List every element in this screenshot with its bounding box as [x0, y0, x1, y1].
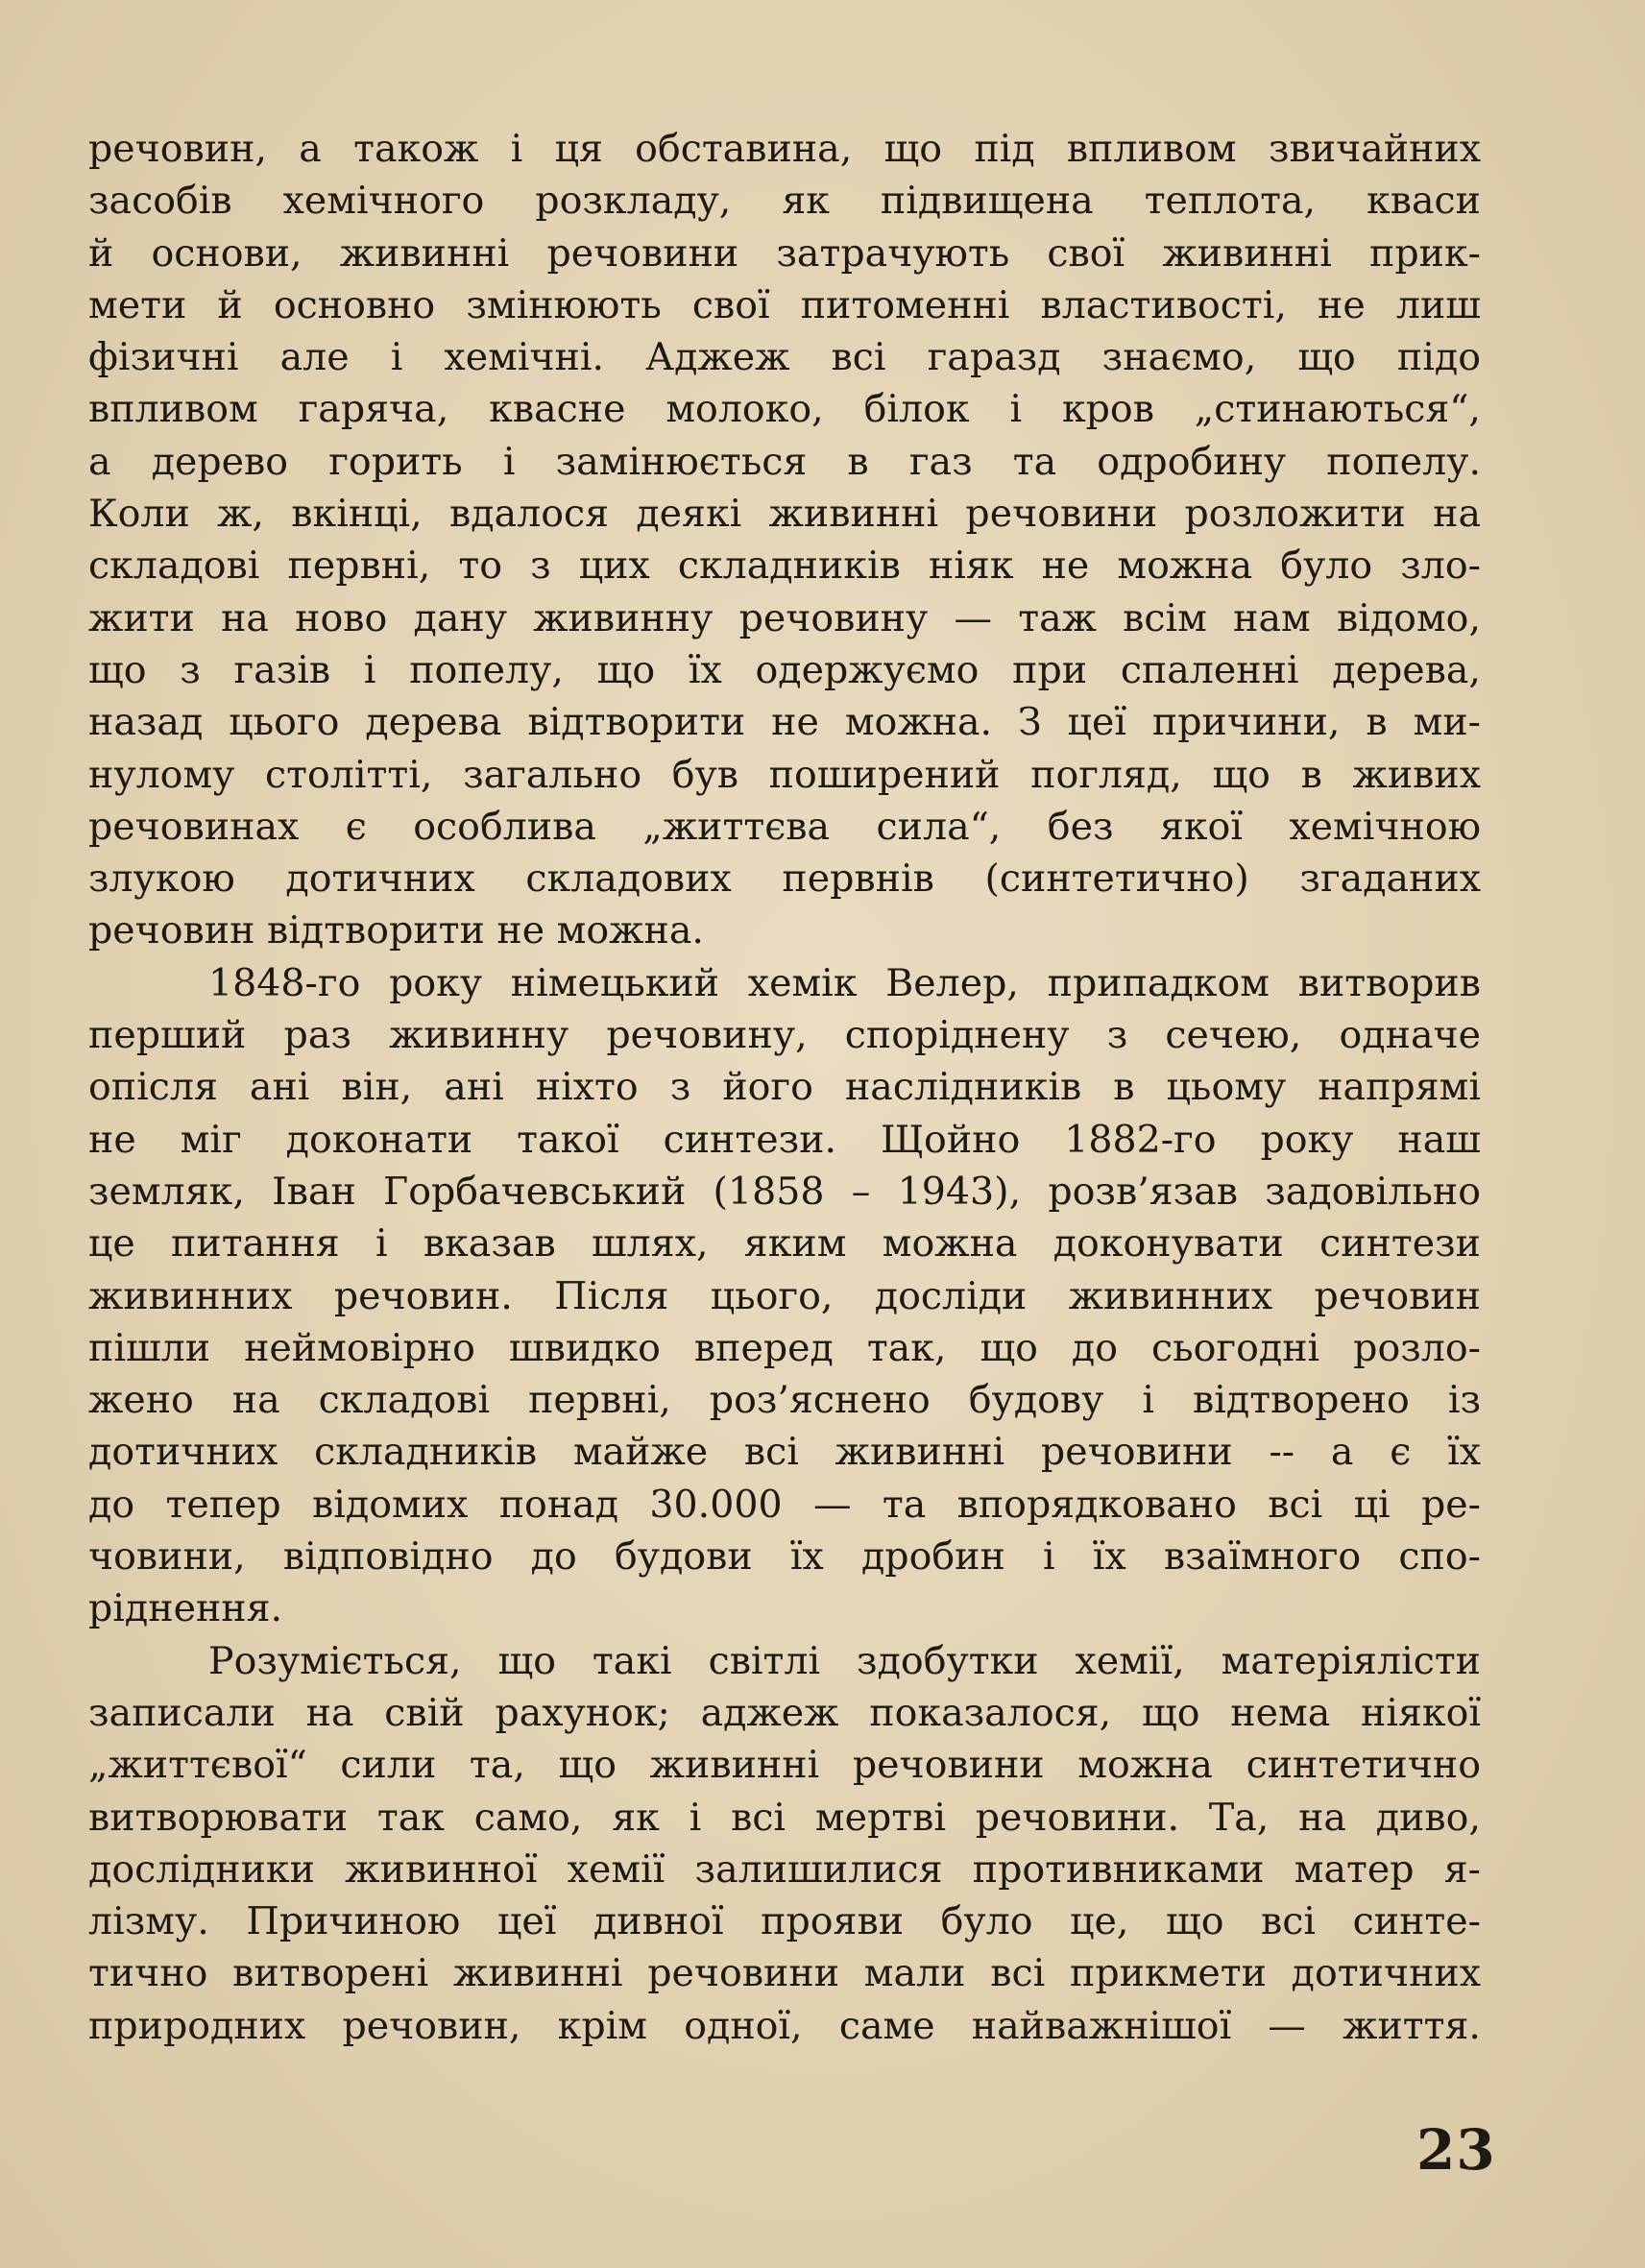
text-line: Розуміється, що такі світлі здобутки хемії, матеріялісти	[208, 1638, 1481, 1683]
text-line: витворювати так само, як і всі мертві речовини. Та, на диво,	[88, 1795, 1481, 1840]
text-line: речовин, а також і ця обставина, що під впливом звичайних	[88, 127, 1481, 171]
text-line: човини, відповідно до будови їх дробин і їх взаїмного спо-	[88, 1534, 1481, 1580]
text-line: ріднення.	[88, 1586, 283, 1631]
text-line: пішли неймовірно швидко вперед так, що до сьогодні розло-	[88, 1325, 1481, 1370]
text-line: речовинах є особлива „життєва сила“, без якої хемічною	[88, 804, 1481, 849]
text-line: „життєвої“ сили та, що живинні речовини можна синтетично	[88, 1743, 1481, 1788]
text-line: до тепер відомих понад 30.000 — та впорядковано всі ці ре-	[88, 1482, 1481, 1527]
text-line: записали на свій рахунок; аджеж показалося, що нема ніякої	[88, 1690, 1481, 1735]
page-number: 23	[1416, 2117, 1496, 2183]
text-line: Коли ж, вкінці, вдалося деякі живинні речовини розложити на	[88, 492, 1481, 537]
paragraph-3	[88, 1635, 1481, 2052]
text-line: речовин відтворити не можна.	[88, 908, 704, 953]
text-line: 1848-го року німецький хемік Велер, припадком витворив	[208, 960, 1481, 1005]
text-line: фізичні але і хемічні. Аджеж всі гаразд знаємо, що підо	[88, 335, 1481, 380]
page-text	[88, 123, 1481, 2052]
text-line: дотичних складників майже всі живинні речовини -- а є їх	[88, 1430, 1481, 1475]
text-line: лізму. Причиною цеї дивної прояви було це, що всі синте-	[88, 1899, 1481, 1944]
text-line: земляк, Іван Горбачевський (1858 – 1943), розв’язав задовільно	[88, 1169, 1481, 1214]
text-line: що з газів і попелу, що їх одержуємо при спаленні дерева,	[88, 647, 1481, 692]
text-line: впливом гаряча, квасне молоко, білок і кров „стинаються“,	[88, 387, 1481, 432]
text-line: не міг доконати такої синтези. Щойно 1882-го року наш	[88, 1117, 1481, 1162]
paragraph-2	[88, 957, 1481, 1635]
text-line: а дерево горить і замінюється в газ та одробину попелу.	[88, 439, 1481, 484]
text-line: жено на складові первні, роз’яснено будову і відтворено із	[88, 1378, 1481, 1423]
text-line: й основи, живинні речовини затрачують свої живинні прик-	[88, 230, 1481, 276]
text-line: це питання і вказав шлях, яким можна доконувати синтези	[88, 1221, 1481, 1267]
text-line: мети й основно змінюють свої питоменні властивості, не лиш	[88, 282, 1481, 327]
text-line: опісля ані він, ані ніхто з його наслідників в цьому напрямі	[88, 1065, 1481, 1110]
text-line: злукою дотичних складових первнів (синтетично) згаданих	[88, 857, 1481, 902]
text-line: жити на ново дану живинну речовину — таж всім нам відомо,	[88, 595, 1481, 640]
text-line: назад цього дерева відтворити не можна. З цеї причини, в ми-	[88, 700, 1481, 745]
text-line: нулому столітті, загально був поширений погляд, що в живих	[88, 752, 1481, 797]
text-line: природних речовин, крім одної, саме найважнішої — життя.	[88, 2003, 1481, 2048]
text-line: засобів хемічного розкладу, як підвищена теплота, кваси	[88, 179, 1481, 224]
paragraph-1	[88, 123, 1481, 957]
text-line: дослідники живинної хемії залишилися противниками матер я-	[88, 1846, 1481, 1892]
text-line: складові первні, то з цих складників ніяк не можна було зло-	[88, 543, 1481, 589]
text-line: перший раз живинну речовину, споріднену з сечею, одначе	[88, 1013, 1481, 1058]
text-line: живинних речовин. Після цього, досліди живинних речовин	[88, 1273, 1481, 1318]
text-line: тично витворені живинні речовини мали всі прикмети дотичних	[88, 1951, 1481, 1996]
